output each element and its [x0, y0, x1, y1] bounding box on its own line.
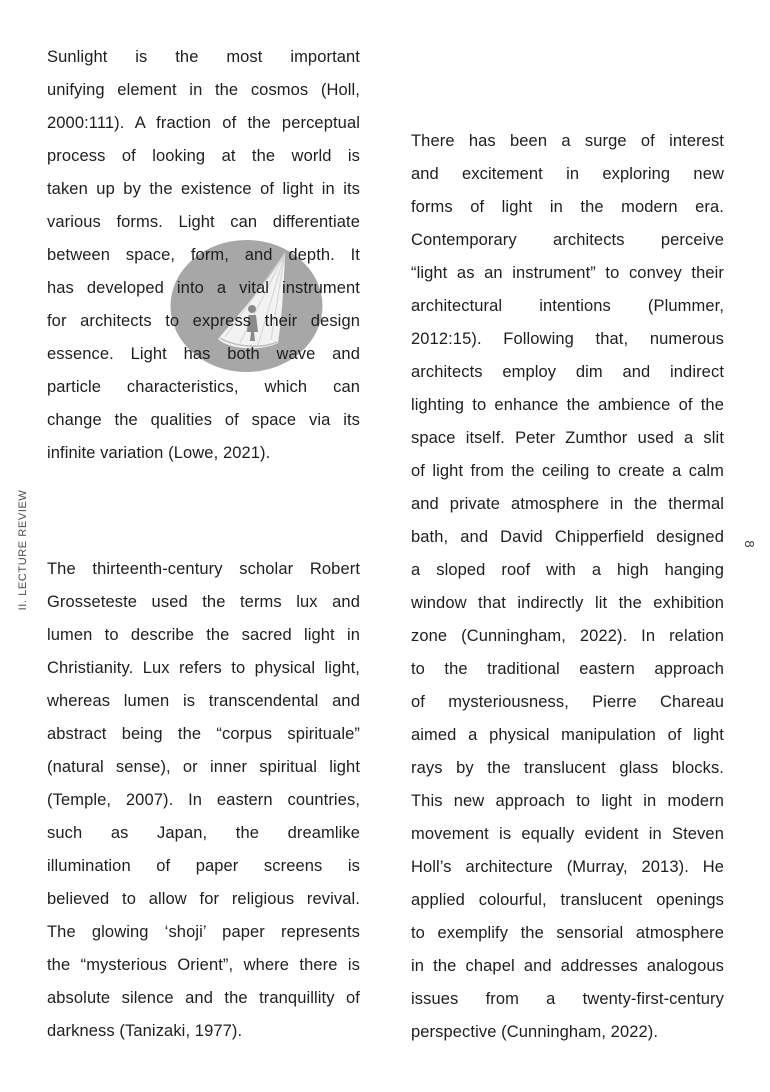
text-line: architects employ dim and indirect: [411, 363, 724, 381]
text-line: perspective (Cunningham, 2022).: [411, 1023, 659, 1041]
text-line: Sunlight is the most important: [47, 48, 360, 66]
text-line: whereas lumen is transcendental and: [47, 692, 360, 710]
text-line: unifying element in the cosmos (Holl,: [47, 81, 360, 99]
text-line: window that indirectly lit the exhibition: [411, 594, 724, 612]
text-line: movement is equally evident in Steven: [411, 825, 724, 843]
text-line: particle characteristics, which can: [47, 378, 360, 396]
text-line: various forms. Light can differentiate: [47, 213, 360, 231]
text-line: Christianity. Lux refers to physical light,: [47, 659, 360, 677]
text-line: lumen to describe the sacred light in: [47, 626, 360, 644]
text-line: applied colourful, translucent openings: [411, 891, 724, 909]
section-label: II. LECTURE REVIEW: [17, 489, 29, 611]
text-line: between space, form, and depth. It: [47, 246, 360, 264]
text-line: There has been a surge of interest: [411, 132, 724, 150]
paragraph-modern-light: [411, 125, 724, 1049]
paragraph-sunlight: [47, 41, 360, 470]
text-line: taken up by the existence of light in its: [47, 180, 360, 198]
text-line: abstract being the “corpus spirituale”: [47, 725, 360, 743]
right-text-column: [411, 125, 724, 1049]
text-line: and private atmosphere in the thermal: [411, 495, 724, 513]
text-line: forms of light in the modern era.: [411, 198, 724, 216]
text-line: of mysteriousness, Pierre Chareau: [411, 693, 724, 711]
text-line: to exemplify the sensorial atmosphere: [411, 924, 724, 942]
text-line: a sloped roof with a high hanging: [411, 561, 724, 579]
text-line: (natural sense), or inner spiritual light: [47, 758, 360, 776]
text-line: Contemporary architects perceive: [411, 231, 724, 249]
text-line: process of looking at the world is: [47, 147, 360, 165]
text-line: essence. Light has both wave and: [47, 345, 360, 363]
text-line: aimed a physical manipulation of light: [411, 726, 724, 744]
text-line: absolute silence and the tranquillity of: [47, 989, 360, 1007]
text-line: darkness (Tanizaki, 1977).: [47, 1022, 243, 1040]
left-text-column: [47, 41, 360, 1048]
text-line: in the chapel and addresses analogous: [411, 957, 724, 975]
text-line: the “mysterious Orient”, where there is: [47, 956, 360, 974]
text-line: 2012:15). Following that, numerous: [411, 330, 724, 348]
text-line: bath, and David Chipperfield designed: [411, 528, 724, 546]
text-line: rays by the translucent glass blocks.: [411, 759, 724, 777]
text-line: “light as an instrument” to convey their: [411, 264, 724, 282]
text-line: The glowing ‘shoji’ paper represents: [47, 923, 360, 941]
page-number: [742, 534, 758, 554]
text-line: change the qualities of space via its: [47, 411, 360, 429]
text-line: for architects to express their design: [47, 312, 360, 330]
text-line: and excitement in exploring new: [411, 165, 724, 183]
text-line: infinite variation (Lowe, 2021).: [47, 444, 271, 462]
text-line: issues from a twenty-first-century: [411, 990, 724, 1008]
text-line: to the traditional eastern approach: [411, 660, 724, 678]
text-line: illumination of paper screens is: [47, 857, 360, 875]
text-line: Grosseteste used the terms lux and: [47, 593, 360, 611]
text-line: lighting to enhance the ambience of the: [411, 396, 724, 414]
text-line: believed to allow for religious revival.: [47, 890, 360, 908]
section-sidebar: [13, 487, 27, 613]
text-line: (Temple, 2007). In eastern countries,: [47, 791, 360, 809]
text-line: of light from the ceiling to create a calm: [411, 462, 724, 480]
page-number-text: 8: [742, 540, 757, 548]
text-line: The thirteenth-century scholar Robert: [47, 560, 360, 578]
text-line: architectural intentions (Plummer,: [411, 297, 724, 315]
text-line: has developed into a vital instrument: [47, 279, 360, 297]
paragraph-lux-lumen: [47, 553, 360, 1048]
text-line: such as Japan, the dreamlike: [47, 824, 360, 842]
text-line: Holl’s architecture (Murray, 2013). He: [411, 858, 724, 876]
text-line: 2000:111). A fraction of the perceptual: [47, 114, 360, 132]
text-line: zone (Cunningham, 2022). In relation: [411, 627, 724, 645]
text-line: This new approach to light in modern: [411, 792, 724, 810]
text-line: space itself. Peter Zumthor used a slit: [411, 429, 724, 447]
